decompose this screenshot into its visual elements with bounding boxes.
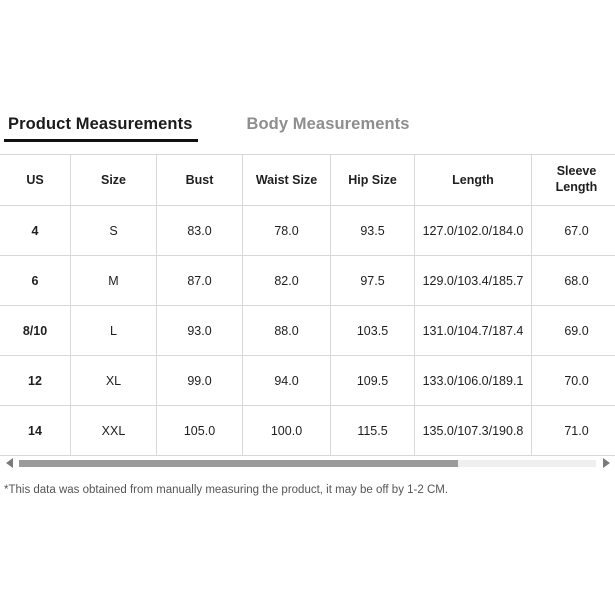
cell-hip: 103.5	[331, 306, 415, 356]
cell-hip: 93.5	[331, 206, 415, 256]
horizontal-scrollbar[interactable]	[0, 456, 615, 470]
size-table-head	[0, 155, 615, 206]
cell-bust: 105.0	[157, 406, 243, 456]
tab-product-measurements-label: Product Measurements	[8, 115, 193, 133]
column-header-waist-size: Waist Size	[243, 155, 331, 206]
size-table-body	[0, 206, 615, 456]
cell-waist: 78.0	[243, 206, 331, 256]
table-row	[0, 206, 615, 256]
cell-bust: 87.0	[157, 256, 243, 306]
cell-waist: 82.0	[243, 256, 331, 306]
table-row	[0, 406, 615, 456]
cell-bust: 93.0	[157, 306, 243, 356]
tab-body-measurements-label: Body Measurements	[246, 115, 410, 133]
cell-size: S	[71, 206, 157, 256]
scrollbar-track[interactable]	[19, 460, 596, 467]
cell-size: L	[71, 306, 157, 356]
cell-us: 14	[0, 406, 71, 456]
column-header-bust: Bust	[157, 155, 243, 206]
cell-sleeve: 70.0	[532, 356, 615, 406]
table-header-row	[0, 155, 615, 206]
table-row	[0, 356, 615, 406]
cell-hip: 109.5	[331, 356, 415, 406]
cell-hip: 97.5	[331, 256, 415, 306]
column-header-us: US	[0, 155, 71, 206]
cell-bust: 99.0	[157, 356, 243, 406]
right-arrow-icon[interactable]	[601, 458, 611, 468]
table-row	[0, 306, 615, 356]
table-row	[0, 256, 615, 306]
cell-bust: 83.0	[157, 206, 243, 256]
cell-size: M	[71, 256, 157, 306]
size-table	[0, 154, 615, 456]
cell-size: XXL	[71, 406, 157, 456]
cell-sleeve: 69.0	[532, 306, 615, 356]
column-header-sleeve-length	[532, 155, 615, 206]
cell-length: 131.0/104.7/187.4	[415, 306, 532, 356]
cell-sleeve: 68.0	[532, 256, 615, 306]
column-header-length: Length	[415, 155, 532, 206]
top-spacer	[0, 0, 615, 108]
cell-waist: 100.0	[243, 406, 331, 456]
column-header-size: Size	[71, 155, 157, 206]
size-table-scroll-container[interactable]	[0, 154, 615, 456]
cell-us: 8/10	[0, 306, 71, 356]
measurement-disclaimer: *This data was obtained from manually measuring the product, it may be off by 1-2 CM.	[4, 484, 449, 496]
cell-us: 12	[0, 356, 71, 406]
left-arrow-icon[interactable]	[4, 458, 14, 468]
cell-hip: 115.5	[331, 406, 415, 456]
cell-length: 135.0/107.3/190.8	[415, 406, 532, 456]
measurement-tabs	[0, 108, 615, 142]
cell-us: 4	[0, 206, 71, 256]
cell-sleeve: 67.0	[532, 206, 615, 256]
cell-waist: 88.0	[243, 306, 331, 356]
cell-length: 129.0/103.4/185.7	[415, 256, 532, 306]
tab-product-measurements[interactable]	[4, 115, 198, 142]
cell-length: 133.0/106.0/189.1	[415, 356, 532, 406]
tab-body-measurements[interactable]	[242, 115, 415, 142]
column-header-hip-size: Hip Size	[331, 155, 415, 206]
column-header-sleeve-line1: Sleeve	[556, 164, 597, 179]
column-header-sleeve-line2: Length	[555, 180, 598, 194]
scrollbar-thumb[interactable]	[19, 460, 458, 467]
cell-size: XL	[71, 356, 157, 406]
cell-us: 6	[0, 256, 71, 306]
cell-length: 127.0/102.0/184.0	[415, 206, 532, 256]
cell-sleeve: 71.0	[532, 406, 615, 456]
cell-waist: 94.0	[243, 356, 331, 406]
